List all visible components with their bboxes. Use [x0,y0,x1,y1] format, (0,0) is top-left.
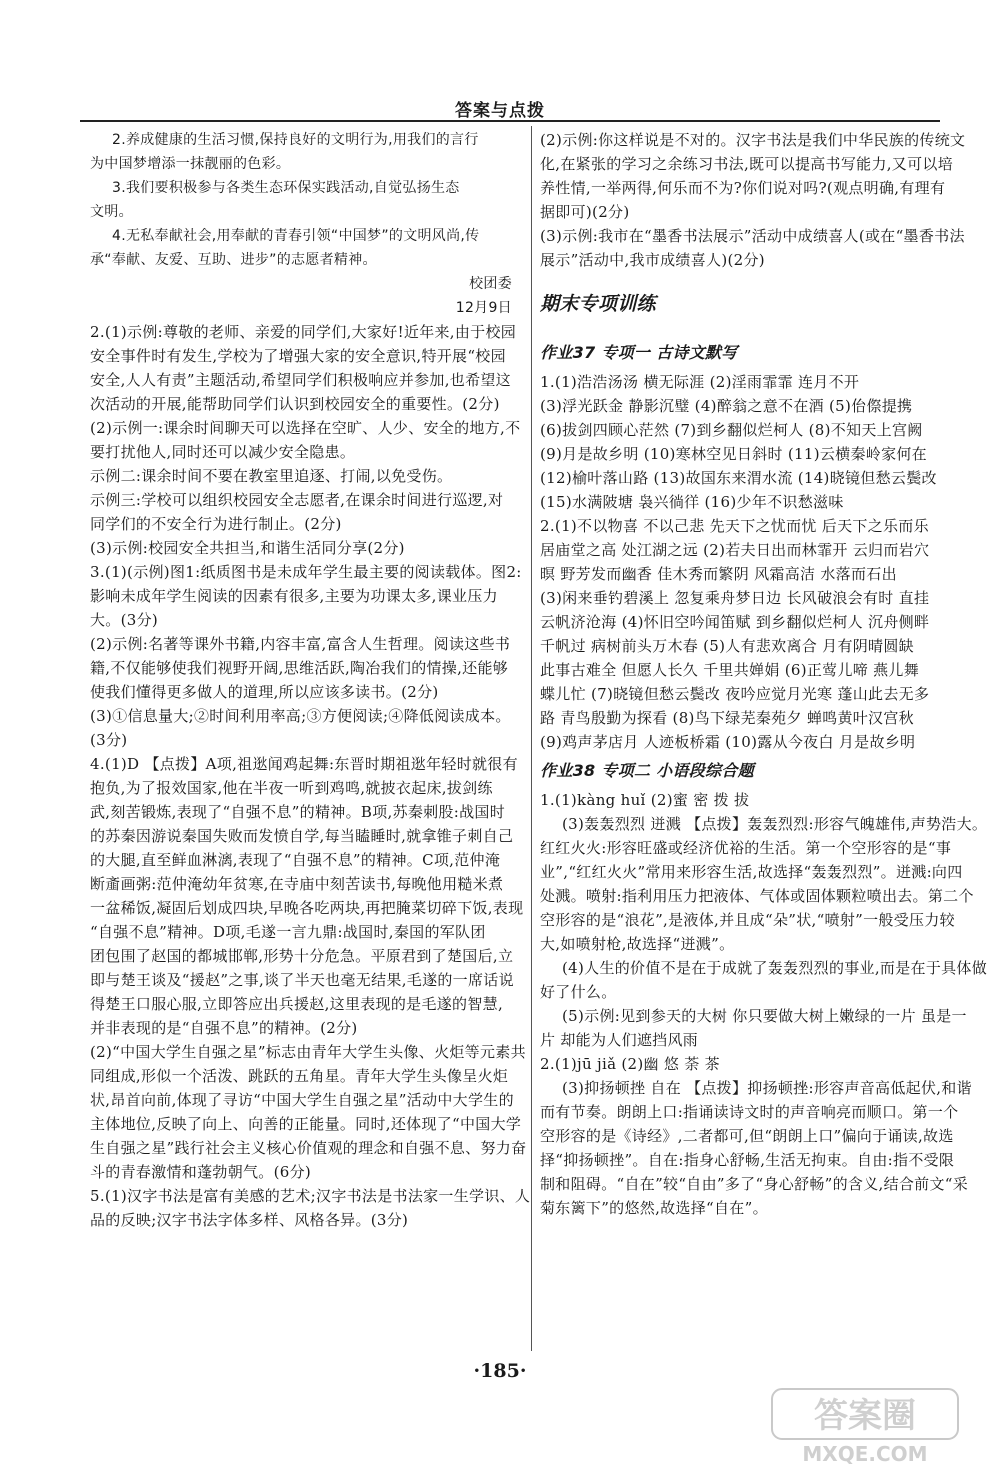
left-column-line: 校团委 [469,276,512,292]
right-column-line: (5)示例:见到参天的大树 你只要做大树上嫩绿的一片 虽是一 [562,1007,967,1025]
left-column-line: 的苏秦因游说秦国失败而发愤自学,每当瞌睡时,就拿锥子刺自己 [90,827,514,845]
right-column-line: 大,如喷射枪,故选择“迸溅”。 [540,935,735,953]
header-rule [80,120,940,122]
left-column-line: 文明。 [90,204,133,220]
left-column-line: (2)示例一:课余时间聊天可以选择在空旷、人少、安全的地方,不 [90,419,521,437]
right-column-line: 暝 野芳发而幽香 佳木秀而繁阴 风霜高洁 水落而石出 [540,565,897,583]
right-column-line: 处溅。喷射:指利用压力把液体、气体或固体颗粒喷出去。第二个 [540,887,974,905]
left-column-line: (3分) [90,731,128,749]
left-column-line: 即与楚王谈及“援赵”之事,谈了半天也毫无结果,毛遂的一席话说 [90,971,514,989]
left-column-line: 4.无私奉献社会,用奉献的青春引领“中国梦”的文明风尚,传 [112,228,480,244]
left-column-line: 状,昂首向前,体现了寻访“中国大学生自强之星”活动中大学生的 [90,1091,514,1109]
left-column-line: 同学们的不安全行为进行制止。(2分) [90,515,342,533]
right-column-line: 片 却能为人们遮挡风雨 [540,1031,699,1049]
left-column-line: 使我们懂得更多做人的道理,所以应该多读书。(2分) [90,683,439,701]
watermark-logo-text: 答案圈 [814,1396,916,1436]
right-column-line: (15)水满陂塘 袅兴徜徉 (16)少年不识愁滋味 [540,493,844,511]
right-column-line [540,326,944,336]
left-column-line: 品的反映;汉字书法字体多样、风格各异。(3分) [90,1211,409,1229]
right-column-line: 1.(1)kàng huǐ (2)蜜 密 拨 拔 [540,791,750,809]
right-column-line: (2)示例:你这样说是不对的。汉字书法是我们中华民族的传统文 [540,131,966,149]
left-column-line: 3.(1)(示例)图1:纸质图书是未成年学生最主要的阅读载体。图2: [90,563,522,581]
left-column-line: 籍,不仅能够使我们视野开阔,思维活跃,陶冶我们的情操,还能够 [90,659,509,677]
right-column-line: 空形容的是《诗经》,二者都可,但“朗朗上口”偏向于诵读,故选 [540,1127,954,1145]
left-column-line: 大。(3分) [90,611,159,629]
right-column-line: 路 青鸟殷勤为探看 (8)鸟下绿芜秦苑夕 蝉鸣黄叶汉宫秋 [540,709,914,727]
left-column-line: 的大腿,直至鲜血淋漓,表现了“自强不息”的精神。C项,范仲淹 [90,851,501,869]
left-column-line: 要打扰他人,同时还可以减少安全隐患。 [90,443,356,461]
left-column-line: 为中国梦增添一抹靓丽的色彩。 [90,156,291,172]
left-column-line: 断齑画粥:范仲淹幼年贫寒,在寺庙中刻苦读书,每晚他用糙米煮 [90,875,504,893]
left-column-line: 斗的青春激情和蓬勃朝气。(6分) [90,1163,312,1181]
right-column-line: 居庙堂之高 处江湖之远 (2)若夫日出而林霏开 云归而岩穴 [540,541,930,559]
right-column-line: (3)浮光跃金 静影沉璧 (4)醉翁之意不在酒 (5)佁傺提携 [540,397,913,415]
right-column-line: 化,在紧张的学习之余练习书法,既可以提高书写能力,又可以培 [540,155,954,173]
left-column-line: 安全,人人有责”主题活动,希望同学们积极响应并参加,也希望这 [90,371,511,389]
right-column-line: 业”,“红红火火”常用来形容生活,故选择“轰轰烈烈”。迸溅:向四 [540,863,963,881]
right-column-line: (3)抑扬顿挫 自在 【点拨】抑扬顿挫:形容声音高低起伏,和谐 [562,1079,972,1097]
left-column-line: 3.我们要积极参与各类生态环保实践活动,自觉弘扬生态 [112,180,460,196]
left-column-line: 主体地位,反映了向上、向善的正能量。同时,还体现了“中国大学 [90,1115,522,1133]
right-column-line: 作业37 专项一 古诗文默写 [540,343,738,362]
column-divider [531,126,532,1351]
right-column-line: (3)示例:我市在“墨香书法展示”活动中成绩喜人(或在“墨香书法 [540,227,965,245]
right-column-line: 蝶儿忙 (7)晓镜但愁云鬓改 夜吟应觉月光寒 蓬山此去无多 [540,685,930,703]
right-column-line: 好了什么。 [540,983,617,1001]
left-column-line: 2.养成健康的生活习惯,保持良好的文明行为,用我们的言行 [112,132,479,148]
right-column-line: (12)榆叶落山路 (13)故国东来渭水流 (14)晓镜但愁云鬓改 [540,469,937,487]
left-column-line: 5.(1)汉字书法是富有美感的艺术;汉字书法是书法家一生学识、人 [90,1187,531,1205]
left-column-line: (2)示例:名著等课外书籍,内容丰富,富含人生哲理。阅读这些书 [90,635,511,653]
left-column-line: (3)①信息量大;②时间利用率高;③方便阅读;④降低阅读成本。 [90,707,511,725]
left-column-line: 影响未成年学生阅读的因素有很多,主要为功课太多,课业压力 [90,587,498,605]
right-column-line: 制和阻碍。“自在”较“自由”多了“身心舒畅”的含义,结合前文“采 [540,1175,969,1193]
left-column-line: “自强不息”精神。D项,毛遂一言九鼎:战国时,秦国的军队团 [90,923,486,941]
left-column-line: 并非表现的是“自强不息”的精神。(2分) [90,1019,358,1037]
right-column-line: 云帆济沧海 (4)怀旧空吟闻笛赋 到乡翻似烂柯人 沉舟侧畔 [540,613,930,631]
left-column-line: 得楚王口服心服,立即答应出兵援赵,这里表现的是毛遂的智慧, [90,995,504,1013]
page-number: ·185· [473,1360,527,1382]
right-column-line: (3)闲来垂钓碧溪上 忽复乘舟梦日边 长风破浪会有时 直挂 [540,589,930,607]
right-column-line: 菊东篱下”的悠然,故选择“自在”。 [540,1199,768,1217]
right-column-line: 1.(1)浩浩汤汤 横无际涯 (2)淫雨霏霏 连月不开 [540,373,860,391]
right-column-line: 而有节奏。朗朗上口:指诵读诗文时的声音响亮而顺口。第一个 [540,1103,959,1121]
left-column-line: 次活动的开展,能帮助同学们认识到校园安全的重要性。(2分) [90,395,500,413]
right-column-line: (9)月是故乡明 (10)寒林空见日斜时 (11)云横秦岭家何在 [540,445,927,463]
right-column-line: 期末专项训练 [540,293,656,315]
left-column-line: 生自强之星”践行社会主义核心价值观的理念和自强不息、努力奋 [90,1139,527,1157]
left-column-line: 团包围了赵国的都城邯郸,形势十分危急。平原君到了楚国后,立 [90,947,514,965]
right-column-line: 千帆过 病树前头万木春 (5)人有悲欢离合 月有阴晴圆缺 [540,637,914,655]
left-column-line: 2.(1)示例:尊敬的老师、亲爱的同学们,大家好!近年来,由于校园 [90,323,517,341]
watermark-url-text: MXQE.COM [802,1442,928,1466]
right-column-line: 2.(1)jū jiǎ (2)幽 悠 荼 茶 [540,1055,720,1073]
left-column-line: 12月9日 [455,300,512,316]
left-column-line: 承“奉献、友爱、互助、进步”的志愿者精神。 [90,252,377,268]
right-column-line: 养性情,一举两得,何乐而不为?你们说对吗?(观点明确,有理有 [540,179,946,197]
right-column-line: (6)拔剑四顾心茫然 (7)到乡翻似烂柯人 (8)不知天上宫阙 [540,421,923,439]
right-column-line: 择“抑扬顿挫”。自在:指身心舒畅,生活无拘束。自由:指不受限 [540,1151,955,1169]
left-column-line: 4.(1)D 【点拨】A项,祖逖闻鸡起舞:东晋时期祖逖年轻时就很有 [90,755,518,773]
page-header: 答案与点拨 [455,101,545,121]
left-column-line: 一盆稀饭,凝固后划成四块,早晚各吃两块,再把腌菜切碎下饭,表现 [90,899,524,917]
right-column-line: (9)鸡声茅店月 人迹板桥霜 (10)露从今夜白 月是故乡明 [540,733,916,751]
left-column-line: 同组成,形似一个活泼、跳跃的五角星。青年大学生头像呈火炬 [90,1067,509,1085]
left-column [90,128,531,1232]
right-column-line: 空形容的是“浪花”,是液体,并且成“朵”状,“喷射”一般受压力较 [540,911,955,929]
right-column-line: (4)人生的价值不是在于成就了轰轰烈烈的事业,而是在于具体做 [562,959,988,977]
right-column-line: 作业38 专项二 小语段综合题 [540,761,754,780]
left-column-line: 安全事件时有发生,学校为了增强大家的安全意识,特开展“校园 [90,347,506,365]
left-column-line: 抱负,为了报效国家,他在半夜一听到鸡鸣,就披衣起床,拔剑练 [90,779,493,797]
right-column-line: 据即可)(2分) [540,203,630,221]
right-column-line: (3)轰轰烈烈 迸溅 【点拨】轰轰烈烈:形容气魄雄伟,声势浩大。 [562,815,988,833]
left-column-line: 示例三:学校可以组织校园安全志愿者,在课余时间进行巡逻,对 [90,491,504,509]
right-column-line: 2.(1)不以物喜 不以己悲 先天下之忧而忧 后天下之乐而乐 [540,517,929,535]
left-column-line: (2)“中国大学生自强之星”标志由青年大学生头像、火炬等元素共 [90,1043,526,1061]
right-column-line: 展示”活动中,我市成绩喜人)(2分) [540,251,765,269]
right-column [540,128,988,1220]
watermark-logo [770,1385,960,1467]
left-column-line: 示例二:课余时间不要在教室里追逐、打闹,以免受伤。 [90,467,453,485]
right-column-line [540,272,944,282]
left-column-line: 武,刻苦锻炼,表现了“自强不息”的精神。B项,苏秦刺股:战国时 [90,803,506,821]
right-column-line: 红红火火:形容旺盛或经济优裕的生活。第一个空形容的是“事 [540,839,952,857]
right-column-line: 此事古难全 但愿人长久 千里共婵娟 (6)正莺儿啼 燕儿舞 [540,661,920,679]
left-column-line: (3)示例:校园安全共担当,和谐生活同分享(2分) [90,539,405,557]
